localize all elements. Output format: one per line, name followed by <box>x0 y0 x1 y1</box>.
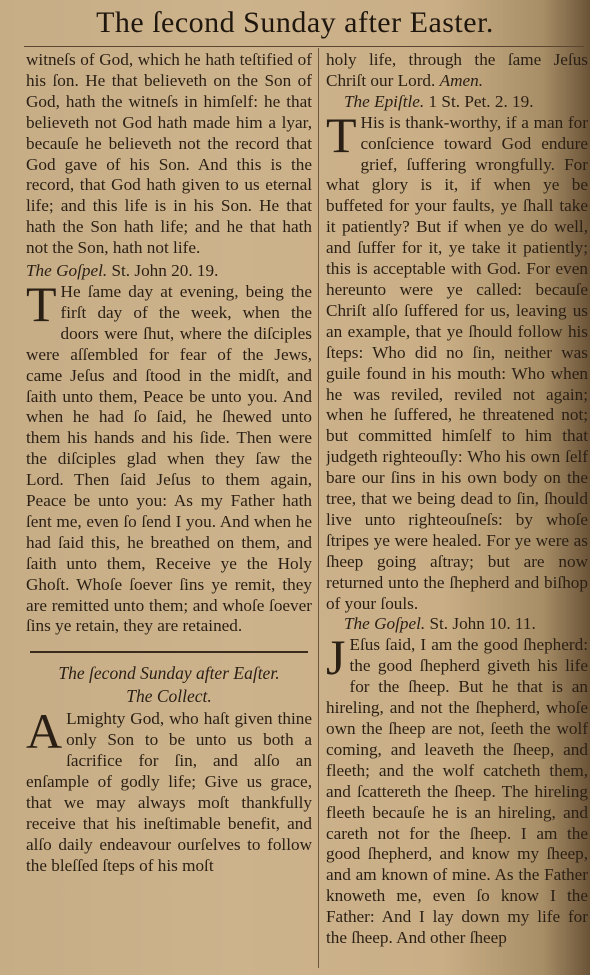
epistle-passage <box>326 106 588 615</box>
gospel-2-text: Eſus ſaid, I am the good ſhepherd: the good ſhepherd giveth his life for the ſheep. But he that is an hireling, and not the ſhepherd, whoſe own the ſheep are not, ſeeth the wolf coming, and leaveth the ſheep, and fleeth; and the wolf catcheth them, and ſcattereth the ſheep. The hireling fleeth becauſe he is an hireling, and careth not for the ſheep. I am the good ſhepherd, and know my ſheep, and am known of mine. As the Father knoweth me, even ſo know I the Father: And I lay down my life for the ſheep. And other ſheep <box>326 635 588 948</box>
gospel-2-drop-cap: J <box>326 629 346 686</box>
epistle-heading <box>326 92 588 113</box>
gospel-heading-2-label: The Goſpel. <box>344 614 426 634</box>
epistle-heading-label: The Epiſtle. <box>344 91 425 111</box>
collect-conclusion <box>326 50 588 92</box>
gospel-text: He ſame day at evening, being the firſt day of the week, when the doors were ſhut, where the diſciples were aſſembled for fear of the Jews, came Jeſus and ſtood in the midſt, and ſaith unto them, Peace be unto you. And when he had ſo ſaid, he ſhewed unto them his hands and his ſide. Then were the diſciples glad when they ſaw the Lord. Then ſaid Jeſus to them again, Peace be unto you: As my Father hath ſent me, even ſo ſend I you. And when he had ſaid this, he breathed on them, and ſaith unto them, Receive ye the Holy Ghoſt. Whoſe ſoever ſins ye remit, they are remitted unto them; and whoſe ſoever ſins ye retain, they are retained. <box>26 281 312 636</box>
gospel-2-passage <box>326 629 588 949</box>
gospel-drop-cap: T <box>26 275 57 332</box>
column-divider <box>318 48 319 968</box>
head-rule <box>24 46 584 47</box>
amen: Amen. <box>439 70 484 90</box>
epistle-text: His is thank-worthy, if a man for conſcience toward God endure grief, ſuffering wrongfully. For what glory is it, if when ye be buffeted for your faults, ye ſhall take it patiently? But if when ye do well, and ſuffer for it, ye take it patiently; this is acceptable with God. For even hereunto were ye called: becauſe Chriſt alſo ſuffered for us, leaving us an example, that ye ſhould follow his ſteps: Who did no ſin, neither was guile found in his mouth: Who when he was reviled, reviled not again; when he ſuffered, he threatened not; but committed himſelf to him that judgeth righteouſly: Who his own ſelf bare our ſins in his own body on the tree, that we being dead to ſin, ſhould live unto righteouſneſs: by whoſe ſtripes ye were healed. For ye were as ſheep going aſtray; but are now returned unto the ſhepherd and biſhop of your ſouls. <box>326 112 588 613</box>
gospel-heading <box>26 261 312 282</box>
running-head: The ſecond Sunday after Easter. <box>96 6 494 39</box>
collect-text: Lmighty God, who haſt given thine only Son to be unto us both a ſacrifice for ſin, and alſo an enſample of godly life; Give us grace, that we may always moſt thankfully receive that his ineſtimable benefit, and alſo daily endeavour ourſelves to follow the bleſſed ſteps of his moſt <box>26 709 312 875</box>
gospel-heading-label: The Goſpel. <box>26 261 108 281</box>
section-rule <box>30 651 308 653</box>
gospel-passage <box>26 275 312 637</box>
epistle-drop-cap: T <box>326 106 357 163</box>
collect-heading: The Collect. <box>126 686 212 707</box>
epistle-conclusion: witneſs of God, which he hath teſtified of his ſon. He that believeth on the Son of God, hath the witneſs in himſelf: he that believeth not God hath made him a lyar, becauſe he believeth not the record that God gave of his Son. And this is the record, that God hath given to us eternal life; and this life is in his Son. He that hath the Son hath life; and he that hath not the Son, hath not life. <box>26 50 312 258</box>
gospel-reference: St. John 20. 19. <box>111 261 219 281</box>
epistle-reference: 1 St. Pet. 2. 19. <box>428 91 534 111</box>
collect-passage <box>26 703 312 876</box>
collect-drop-cap: A <box>26 703 63 760</box>
collect-end-text: holy life, through the ſame Jeſus Chriſt our Lord. <box>326 50 588 90</box>
gospel-2-reference: St. John 10. 11. <box>429 614 536 634</box>
left-column <box>26 50 312 876</box>
section-title: The ſecond Sunday after Eaſter. <box>58 663 280 684</box>
gospel-heading-2 <box>326 614 588 635</box>
right-column <box>326 50 588 949</box>
